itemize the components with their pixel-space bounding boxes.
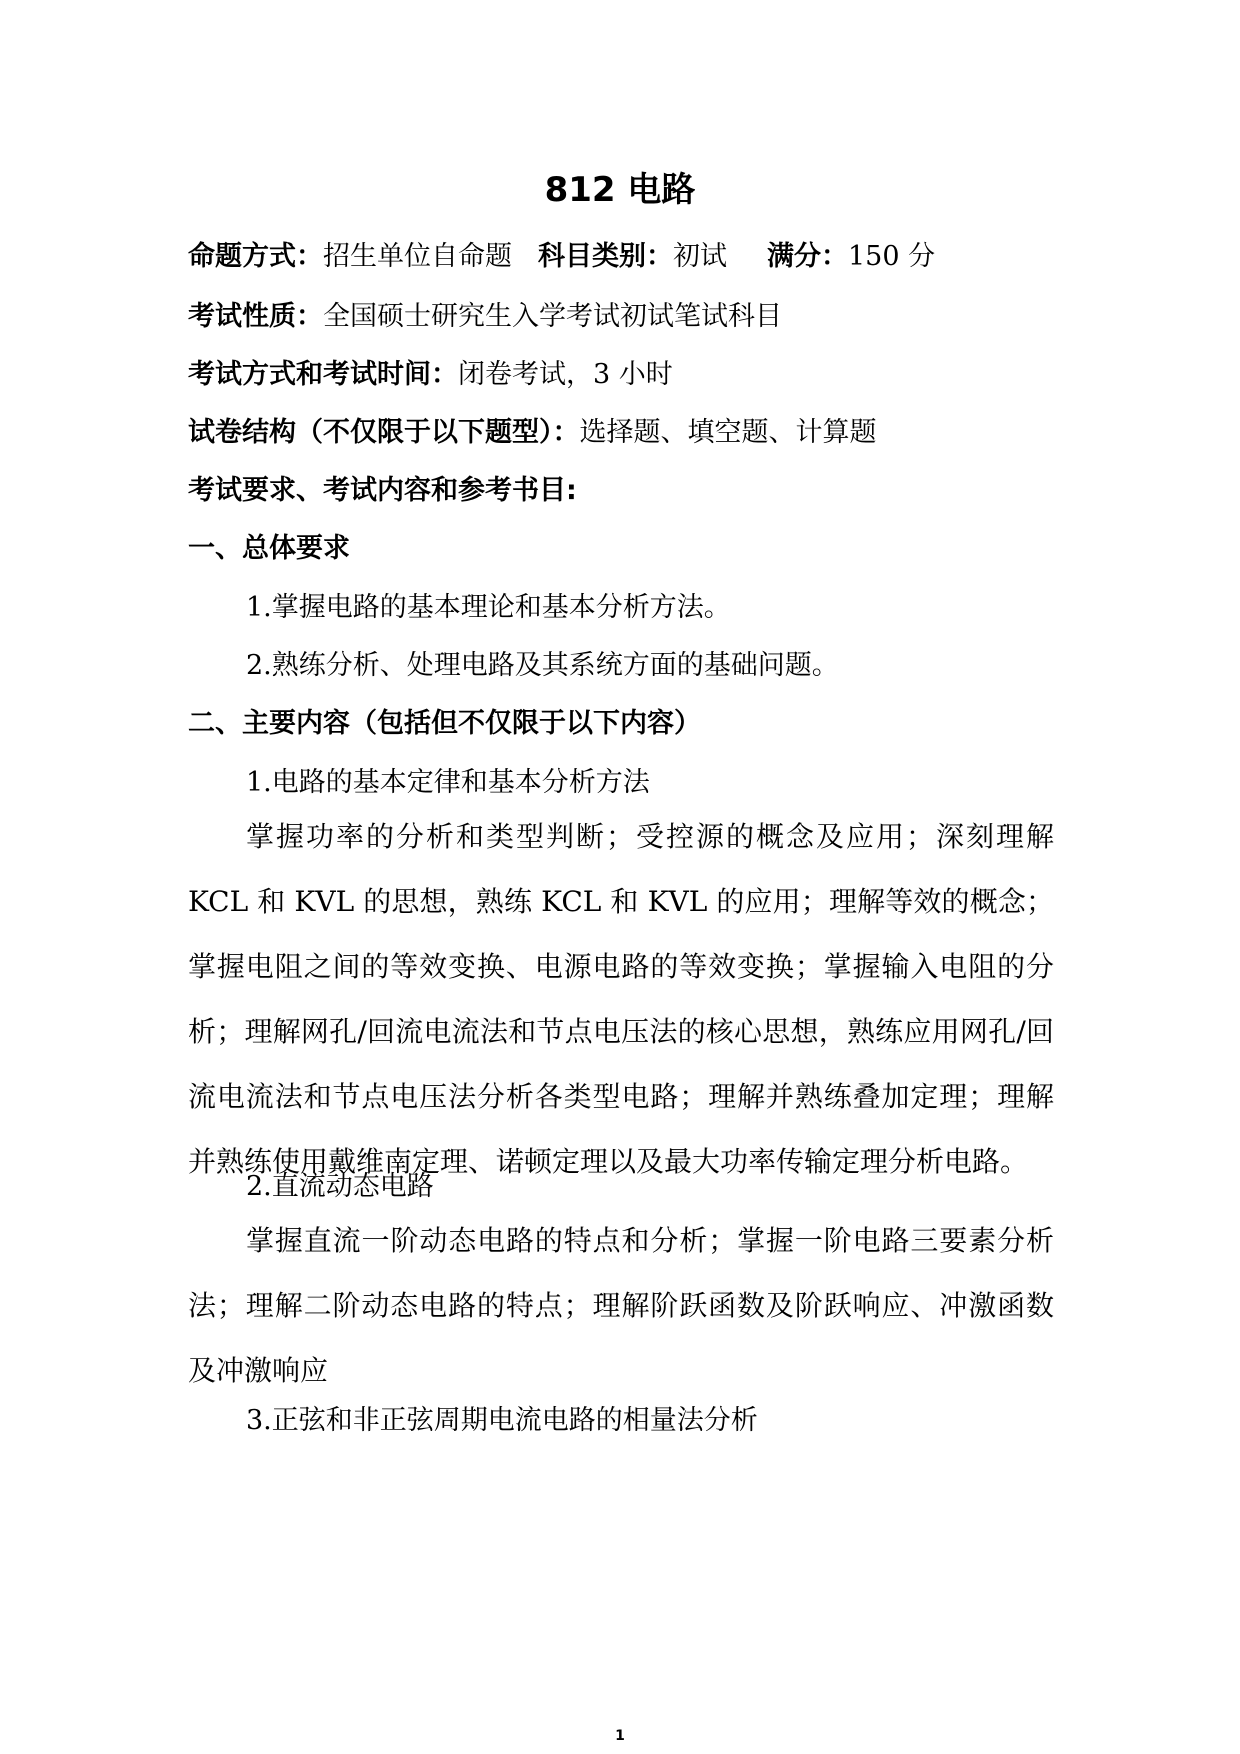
page-number: 1 [615, 1728, 625, 1744]
category-value: 初试 [673, 241, 727, 272]
method-value: 闭卷考试，3 小时 [458, 359, 673, 390]
section2-sub1-title: 1.电路的基本定律和基本分析方法 [246, 767, 650, 798]
section1-heading: 一、总体要求 [188, 533, 350, 564]
page-title: 812 电路 [544, 170, 696, 210]
section2-sub1-body: 掌握功率的分析和类型判断；受控源的概念及应用；深刻理解 KCL 和 KVL 的思想，熟练 KCL 和 KVL 的应用；理解等效的概念；掌握电阻之间的等效变换、电源电路的等效变换；掌握输入电阻的分析；理解网孔/回流电流法和节点电压法的核心思想，熟练应用网孔/回流电流法和节点电压法分析各类型电路；理解并熟练叠加定理；理解并熟练使用戴维南定理、诺顿定理以及最大功率传输定理分析电路。 [188, 820, 1054, 1178]
structure-value: 选择题、填空题、计算题 [579, 417, 877, 448]
proposition-value: 招生单位自命题 [323, 241, 512, 272]
section2-sub2-body: 掌握直流一阶动态电路的特点和分析；掌握一阶电路三要素分析法；理解二阶动态电路的特点；理解阶跃函数及阶跃响应、冲激函数及冲激响应 [188, 1224, 1054, 1387]
section2-heading: 二、主要内容（包括但不仅限于以下内容） [188, 708, 701, 739]
section1-item-2: 2.熟练分析、处理电路及其系统方面的基础问题。 [246, 650, 839, 681]
section2-sub3-title: 3.正弦和非正弦周期电流电路的相量法分析 [246, 1405, 758, 1436]
nature-label: 考试性质： [188, 301, 323, 332]
category-label: 科目类别： [538, 241, 673, 272]
method-label: 考试方式和考试时间： [188, 359, 458, 390]
section2-sub2-title: 2.直流动态电路 [246, 1171, 434, 1202]
meta-line-proposition [188, 234, 935, 273]
section1-item-1: 1.掌握电路的基本理论和基本分析方法。 [246, 592, 731, 623]
score-label: 满分： [767, 241, 848, 272]
proposition-label: 命题方式： [188, 241, 323, 272]
nature-value: 全国硕士研究生入学考试初试笔试科目 [323, 301, 782, 332]
requirements-heading: 考试要求、考试内容和参考书目: [188, 475, 577, 506]
score-value: 150 分 [848, 241, 936, 272]
meta-line-nature [188, 294, 782, 333]
structure-label: 试卷结构（不仅限于以下题型）： [188, 417, 580, 448]
meta-line-structure [188, 410, 877, 449]
meta-line-method [188, 352, 673, 391]
